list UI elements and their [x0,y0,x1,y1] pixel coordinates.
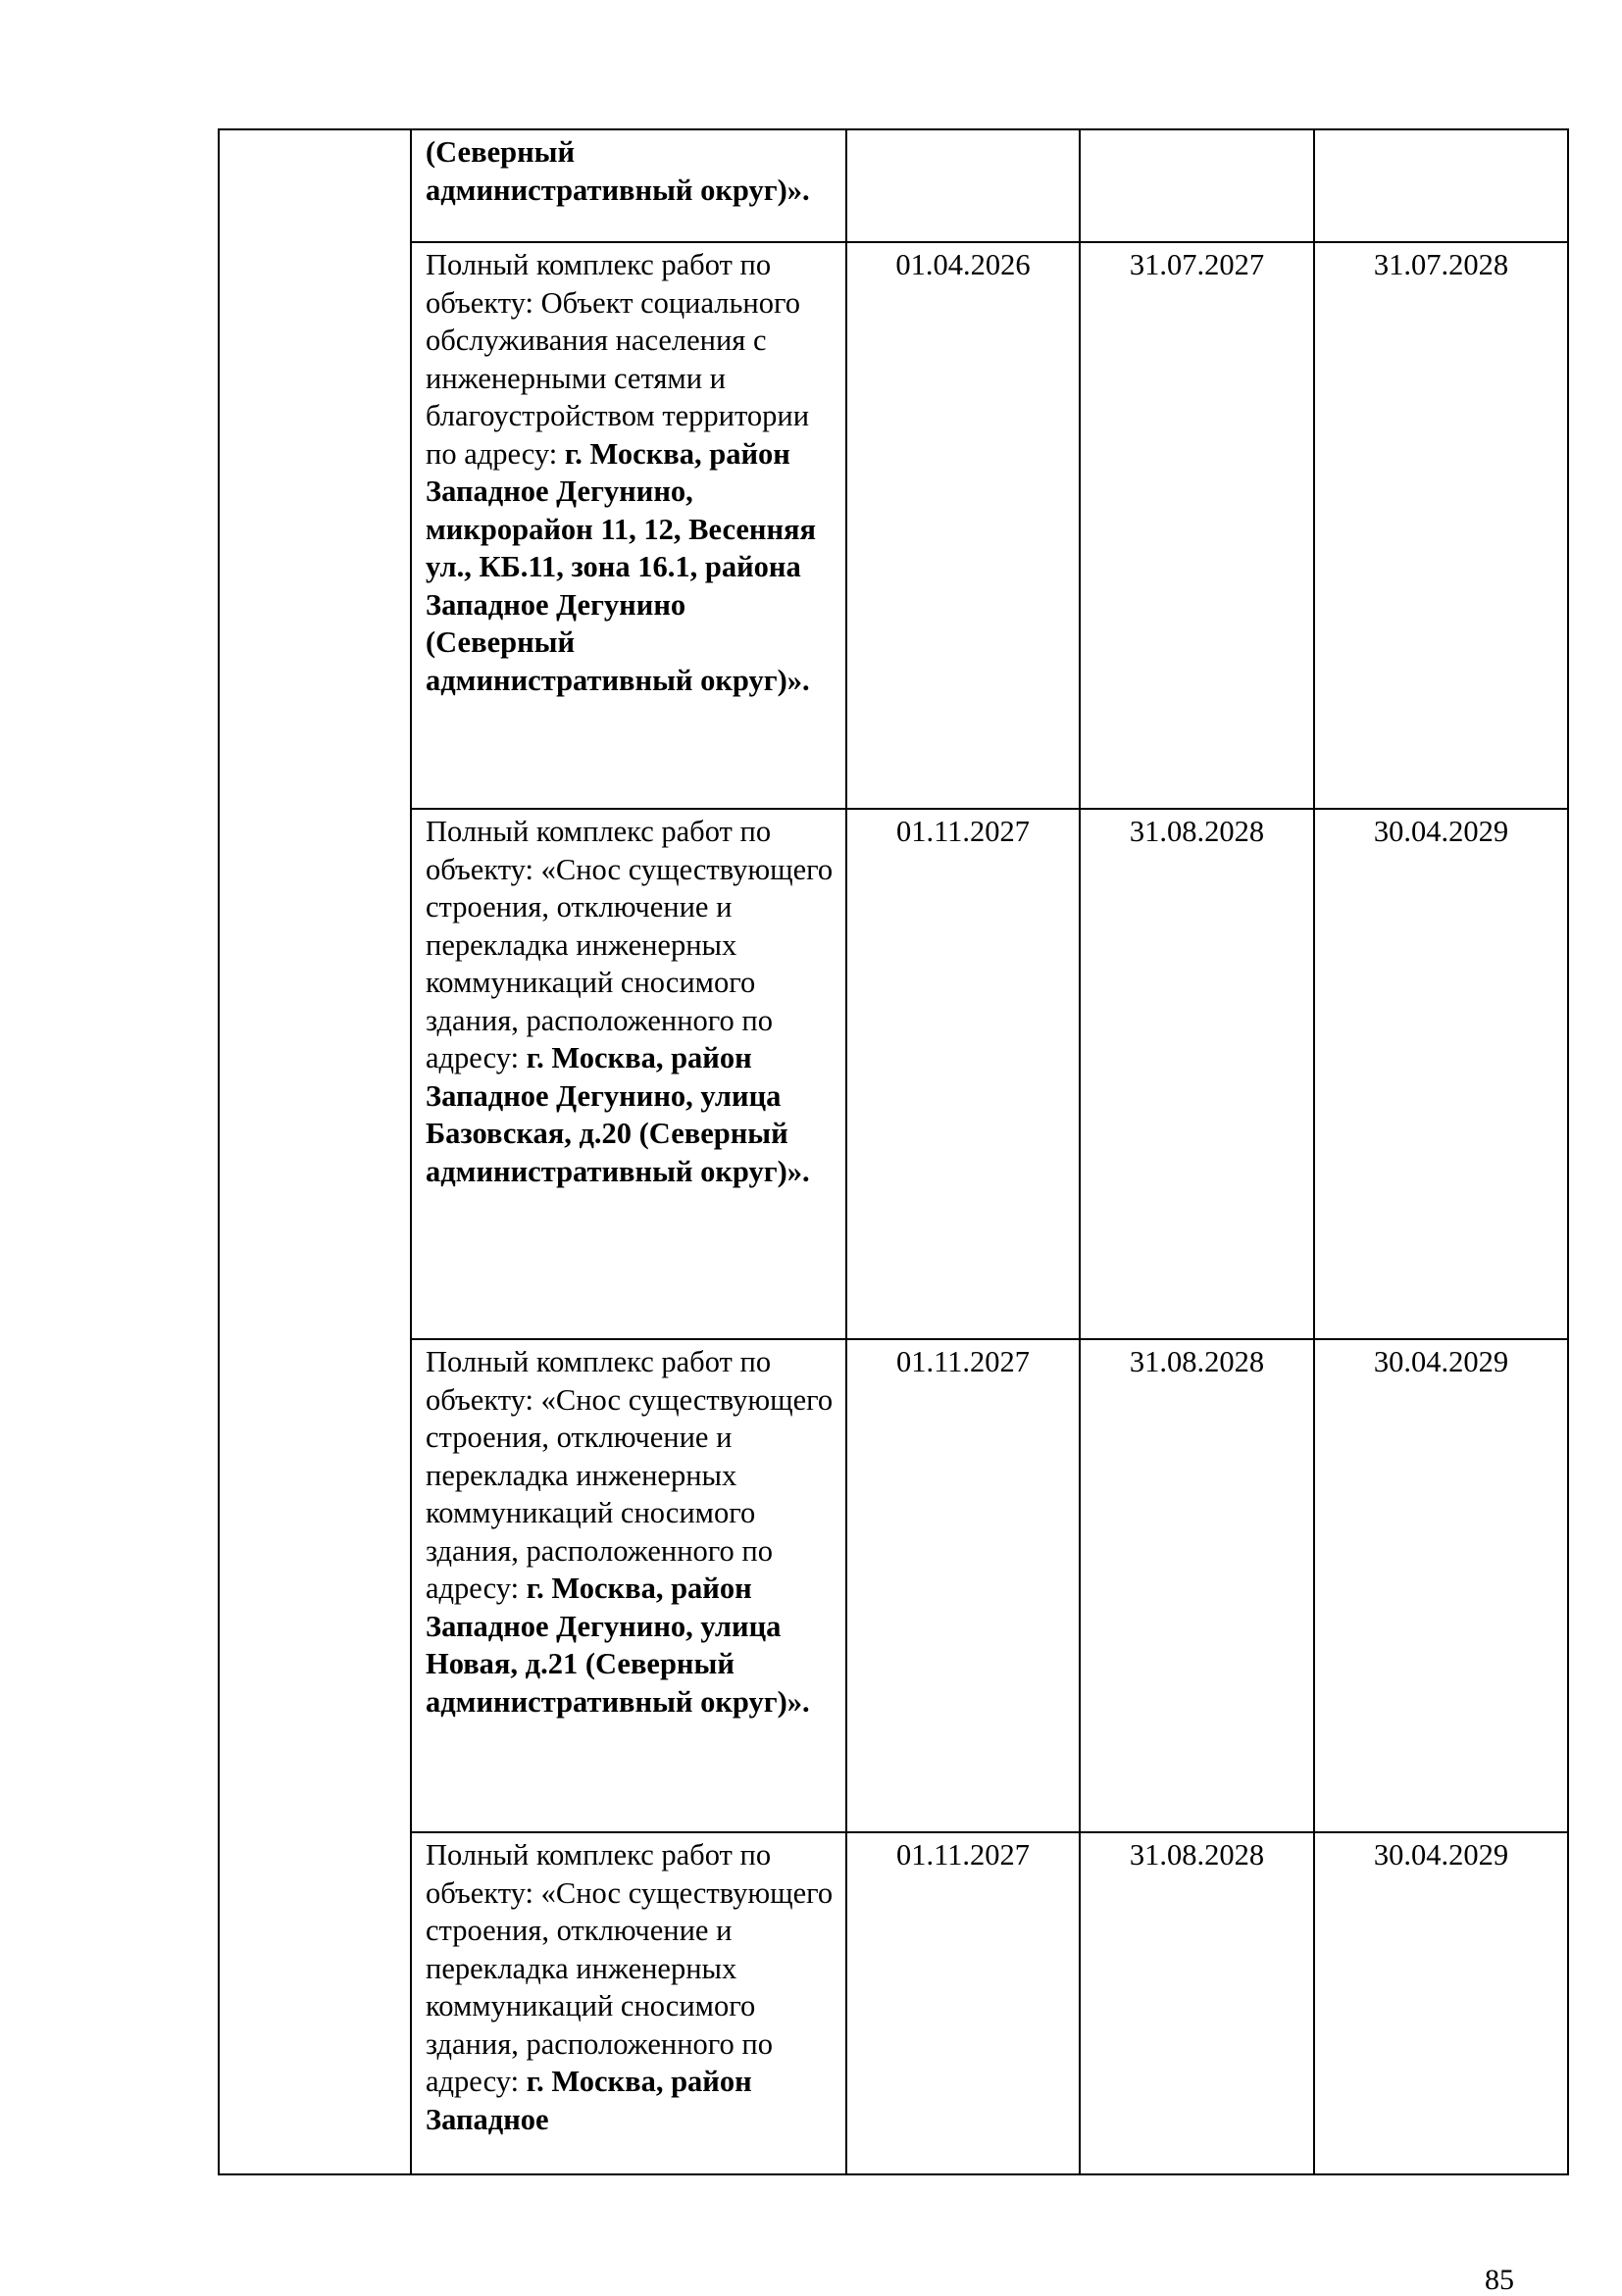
table-row [219,242,1568,809]
start-date: 01.11.2027 [846,1339,1080,1832]
merged-empty-cell [219,129,411,2174]
description-address: г. Москва, район Западное Дегунино, улица Новая, д.21 (Северный административный округ)». [426,1572,810,1719]
start-date: 01.11.2027 [846,1832,1080,2174]
description-plain: Полный комплекс работ по объекту: Объект социального обслуживания населения с инженерными сетями и благоустройством территории по адресу: [426,248,810,471]
page-number: 85 [1485,2264,1514,2296]
final-date: 30.04.2029 [1314,1832,1568,2174]
description-plain: Полный комплекс работ по объекту: «Снос существующего строения, отключение и перекладка инженерных коммуникаций сносимого здания, расположенного по адресу: [426,1345,834,1605]
table-row [219,809,1568,1339]
work-description [411,809,846,1339]
description-address: г. Москва, район Западное [426,2065,752,2136]
end-date: 31.08.2028 [1080,809,1314,1339]
description-plain: Полный комплекс работ по объекту: «Снос существующего строения, отключение и перекладка инженерных коммуникаций сносимого здания, расположенного по адресу: [426,1838,834,2098]
end-date: 31.08.2028 [1080,1339,1314,1832]
description-address: г. Москва, район Западное Дегунино, улица Базовская, д.20 (Северный административный округ)». [426,1041,810,1188]
final-date: 30.04.2029 [1314,1339,1568,1832]
description-address: г. Москва, район Западное Дегунино, микрорайон 11, 12, Весенняя ул., КБ.11, зона 16.1, района Западное Дегунино (Северный административный округ)». [426,436,817,697]
final-date: 30.04.2029 [1314,809,1568,1339]
start-date: 01.04.2026 [846,242,1080,809]
start-date [846,129,1080,242]
final-date [1314,129,1568,242]
table-row [219,1832,1568,2174]
start-date: 01.11.2027 [846,809,1080,1339]
work-description [411,1339,846,1832]
table-row [219,129,1568,242]
work-description [411,129,846,242]
end-date [1080,129,1314,242]
description-address: (Северный административный округ)». [426,135,810,207]
final-date: 31.07.2028 [1314,242,1568,809]
end-date: 31.08.2028 [1080,1832,1314,2174]
works-schedule-table [218,128,1569,2175]
table-row [219,1339,1568,1832]
work-description [411,242,846,809]
work-description [411,1832,846,2174]
description-plain: Полный комплекс работ по объекту: «Снос существующего строения, отключение и перекладка инженерных коммуникаций сносимого здания, расположенного по адресу: [426,815,834,1074]
end-date: 31.07.2027 [1080,242,1314,809]
